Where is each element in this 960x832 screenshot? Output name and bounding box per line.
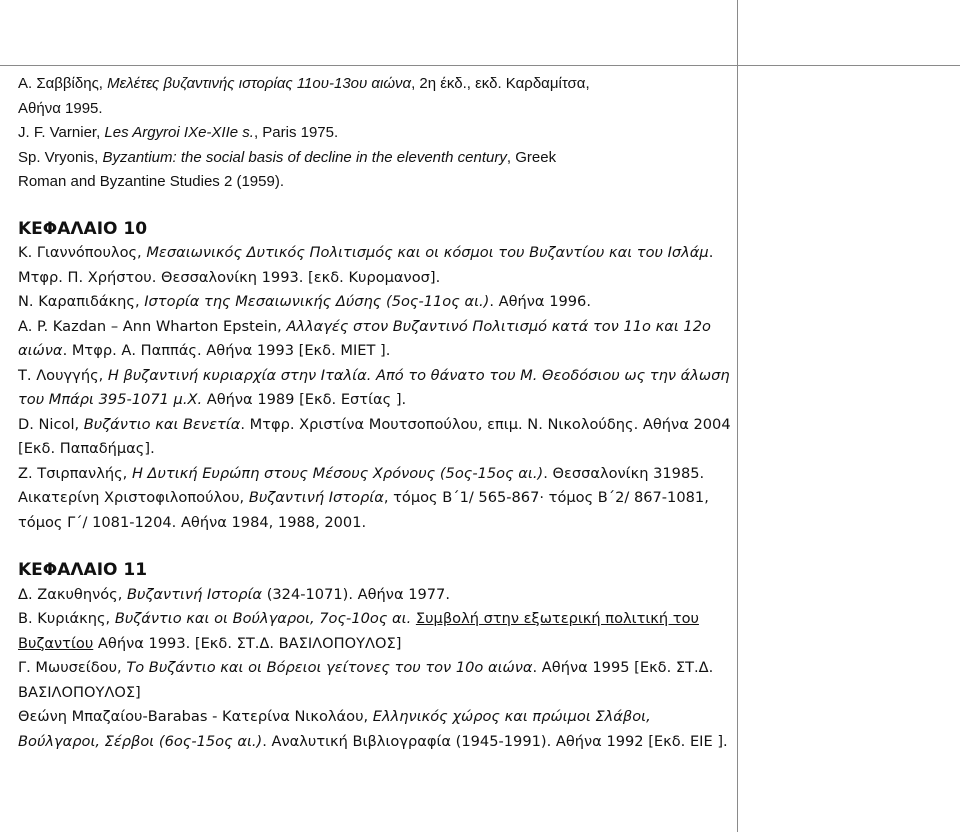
details: Αθήνα 1989 [Εκδ. Εστίας ]. (202, 391, 407, 408)
chapter-heading: ΚΕΦΑΛΑΙΟ 11 (18, 560, 148, 580)
bibliography (18, 72, 733, 754)
author: Κ. Γιαννόπουλος, (18, 244, 147, 261)
author: Αικατερίνη Χριστοφιλοπούλου, (18, 489, 249, 506)
reference (18, 315, 733, 364)
reference (18, 72, 733, 121)
details: Roman and Byzantine Studies 2 (1959). (18, 173, 284, 190)
vertical-margin-rule (737, 0, 738, 832)
details: . Μτφρ. Α. Παππάς. Αθήνα 1993 [Εκδ. ΜΙΕΤ ]. (62, 342, 391, 359)
title: Αλλαγές στον Βυζαντινό Πολιτισμό κατά τον 11ο και 12ο αιώνα (18, 317, 711, 359)
title: Το Βυζάντιο και οι Βόρειοι γείτονες του τον 10ο αιώνα (126, 659, 533, 676)
reference (18, 656, 733, 705)
title: Η βυζαντινή κυριαρχία στην Ιταλία. Από το θάνατο του Μ. Θεοδόσιου ως την άλωση του Μπάρι 395-1071 μ.Χ. (18, 366, 730, 408)
reference (18, 607, 733, 656)
details: . Θεσσαλονίκη 31985. (543, 464, 705, 482)
details: (324-1071). Αθήνα 1977. (262, 585, 450, 603)
reference (18, 290, 733, 315)
title: Βυζάντιο και Βενετία (83, 415, 241, 433)
reference (18, 364, 733, 413)
details: . Μτφρ. Π. Χρήστου. Θεσσαλονίκη 1993. [εκδ. Κυρομανοσ]. (18, 244, 714, 286)
title: Μελέτες βυζαντινής ιστορίας 11ου-13ου αιώνα (107, 75, 412, 92)
author: Τ. Λουγγής, (18, 366, 108, 384)
chapter-heading: ΚΕΦΑΛΑΙΟ 10 (18, 218, 148, 239)
reference (18, 241, 733, 290)
author: Ν. Καραπιδάκης, (18, 293, 145, 310)
title: Byzantium: the social basis of decline in the eleventh century (102, 148, 507, 166)
details: Αθήνα 1995. (18, 99, 103, 117)
details: , Greek (506, 148, 557, 166)
title: Βυζάντιο και οι Βούλγαροι, 7ος-10ος αι. (114, 610, 412, 627)
title: Les Argyroi IXe-XIIe s. (104, 124, 254, 141)
title: Η Δυτική Ευρώπη στους Μέσους Χρόνους (5ος-15ος αι.) (131, 464, 544, 482)
reference (18, 121, 733, 146)
author: J. F. Varnier, (18, 124, 105, 141)
details: . Αθήνα 1996. (489, 293, 591, 310)
details: . Μτφρ. Χριστίνα Μουτσοπούλου, επιμ. Ν. Νικολούδης. Αθήνα 2004 [Εκδ. Παπαδήμας]. (18, 415, 731, 457)
author: Θεώνη Μπαζαίου-Barabas - Κατερίνα Νικολάου, (18, 708, 373, 725)
reference (18, 146, 733, 195)
reference (18, 462, 733, 487)
title: Βυζαντινή Ιστορία (127, 585, 263, 603)
details: . Αναλυτική Βιβλιογραφία (1945-1991). Αθήνα 1992 [Εκδ. ΕΙΕ ]. (262, 732, 728, 750)
author: D. Nicol, (18, 415, 84, 433)
reference (18, 413, 733, 462)
title: Ελληνικός χώρος και πρώιμοι Σλάβοι, Βούλγαροι, Σέρβοι (6ος-15ος αι.) (18, 708, 651, 750)
reference (18, 705, 733, 754)
author: Γ. Μωυσείδου, (18, 659, 127, 676)
details: Αθήνα 1993. [Εκδ. ΣΤ.Δ. ΒΑΣΙΛΟΠΟΥΛΟΣ] (93, 634, 402, 652)
subtitle: Συμβολή στην εξωτερική πολιτική του Βυζαντίου (18, 610, 699, 652)
title: Βυζαντινή Ιστορία (248, 489, 384, 506)
horizontal-margin-rule (0, 65, 960, 66)
author: Sp. Vryonis, (18, 148, 103, 166)
details: , 2η έκδ., εκδ. Καρδαμίτσα, (411, 75, 590, 92)
title: Ιστορία της Μεσαιωνικής Δύσης (5ος-11ος αι.) (144, 293, 490, 310)
details: , Paris 1975. (253, 124, 339, 141)
author: A. P. Kazdan – Ann Wharton Epstein, (18, 317, 287, 335)
reference (18, 486, 733, 535)
reference (18, 583, 733, 608)
author: Β. Κυριάκης, (18, 610, 115, 627)
author: Α. Σαββίδης, (18, 75, 108, 92)
author: Δ. Ζακυθηνός, (18, 585, 128, 603)
author: Ζ. Τσιρπανλής, (18, 464, 132, 482)
details: . Αθήνα 1995 [Εκδ. ΣΤ.Δ. ΒΑΣΙΛΟΠΟΥΛΟΣ] (18, 659, 714, 701)
title: Μεσαιωνικός Δυτικός Πολιτισμός και οι κόσμοι του Βυζαντίου και του Ισλάμ (146, 244, 709, 261)
details: , τόμος Β΄1/ 565-867· τόμος Β΄2/ 867-1081, τόμος Γ΄/ 1081-1204. Αθήνα 1984, 1988, 2001. (18, 489, 709, 531)
